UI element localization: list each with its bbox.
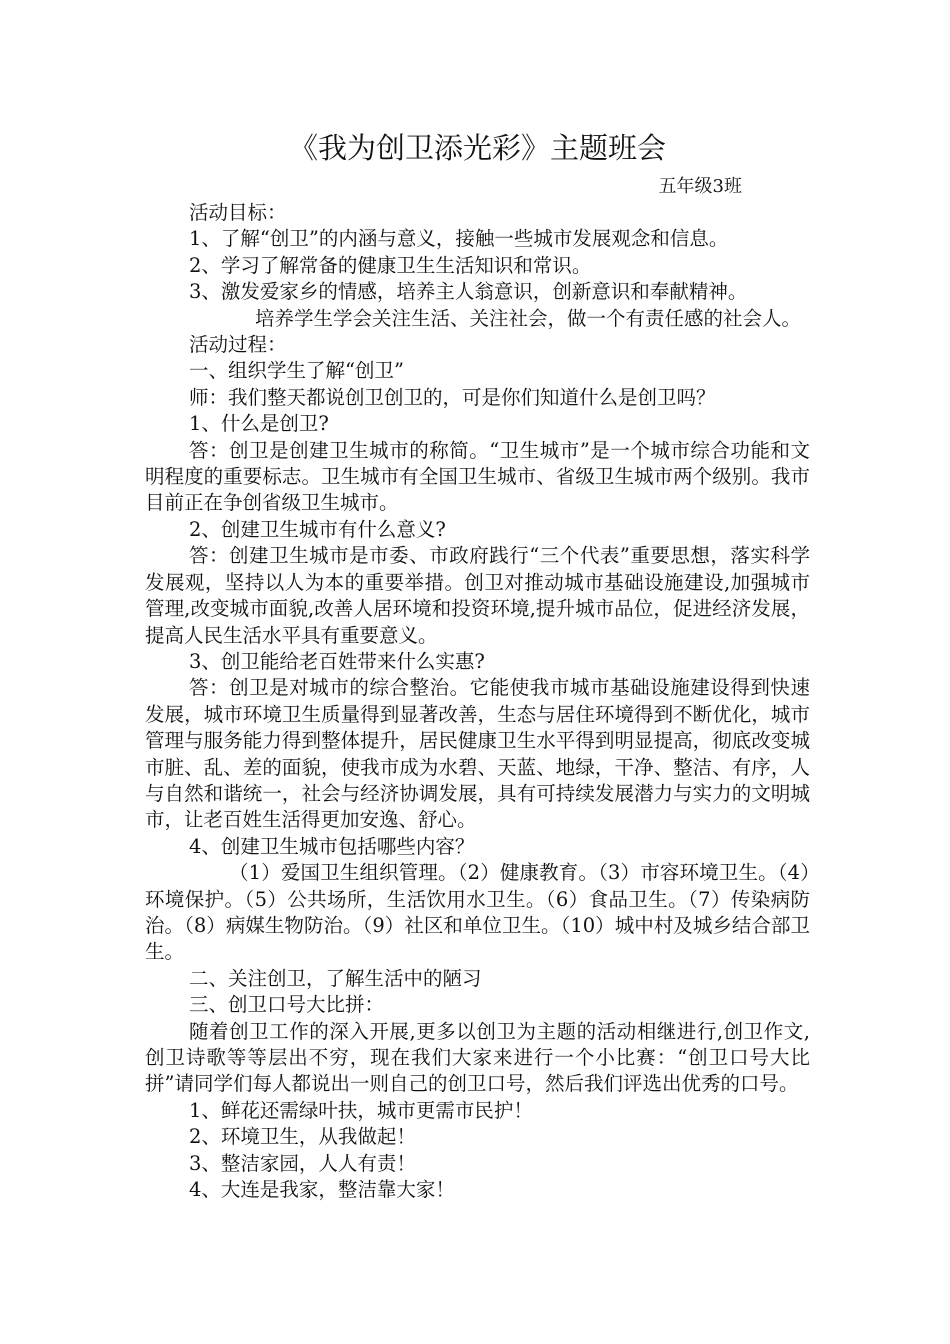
section-heading-goals: 活动目标： bbox=[189, 201, 287, 224]
answer: （1）爱国卫生组织管理。（2）健康教育。（3）市容环境卫生。（4）环境保护。（5）公共场所，生活饮用水卫生。（6）食品卫生。（7）传染病防治。（8）病媒生物防治。（9）社区和单位卫生。（10）城中村及城乡结合部卫生。 bbox=[145, 861, 810, 964]
question: 2、创建卫生城市有什么意义? bbox=[189, 517, 446, 541]
answer: 答：创建卫生城市是市委、市政府践行“三个代表”重要思想，落实科学发展观，坚持以人为本的重要举措。创卫对推动城市基础设施建设,加强城市管理,改变城市面貌,改善人居环境和投资环境,提升城市品位，促进经济发展，提高人民生活水平具有重要意义。 bbox=[145, 544, 810, 647]
slogan-item: 4、大连是我家，整洁靠大家！ bbox=[189, 1178, 455, 1202]
paragraph: 随着创卫工作的深入开展,更多以创卫为主题的活动相继进行,创卫作文,创卫诗歌等等层出不穷，现在我们大家来进行一个小比赛：“创卫口号大比拼”请同学们每人都说出一则自己的创卫口号，然后我们评选出优秀的口号。 bbox=[145, 1019, 810, 1096]
answer: 答：创卫是创建卫生城市的称简。“卫生城市”是一个城市综合功能和文明程度的重要标志。卫生城市有全国卫生城市、省级卫生城市两个级别。我市目前正在争创省级卫生城市。 bbox=[145, 438, 810, 515]
document-page bbox=[145, 128, 810, 1203]
goal-item: 2、学习了解常备的健康卫生生活知识和常识。 bbox=[189, 253, 592, 277]
process-step-heading: 一、组织学生了解“创卫” bbox=[189, 359, 404, 383]
slogan-item: 3、整洁家园，人人有责！ bbox=[189, 1151, 416, 1175]
goal-item: 培养学生学会关注生活、关注社会，做一个有责任感的社会人。 bbox=[255, 306, 802, 330]
question: 1、什么是创卫? bbox=[189, 412, 329, 436]
section-heading-process: 活动过程： bbox=[189, 333, 287, 357]
process-step-heading: 三、创卫口号大比拼： bbox=[189, 993, 385, 1017]
class-name: 五年级3班 bbox=[658, 176, 742, 197]
goal-item: 3、激发爱家乡的情感，培养主人翁意识，创新意识和奉献精神。 bbox=[189, 280, 748, 304]
answer: 答：创卫是对城市的综合整治。它能使我市城市基础设施建设得到快速发展，城市环境卫生质量得到显著改善，生态与居住环境得到不断优化，城市管理与服务能力得到整体提升，居民健康卫生水平得到明显提高，彻底改变城市脏、乱、差的面貌，使我市成为水碧、天蓝、地绿，干净、整洁、有序，人与自然和谐统一，社会与经济协调发展，具有可持续发展潜力与实力的文明城市，让老百姓生活得更加安逸、舒心。 bbox=[145, 676, 810, 832]
teacher-line: 师：我们整天都说创卫创卫的，可是你们知道什么是创卫吗？ bbox=[189, 385, 716, 409]
question: 3、创卫能给老百姓带来什么实惠? bbox=[189, 649, 485, 673]
process-step-heading: 二、关注创卫，了解生活中的陋习 bbox=[189, 966, 482, 990]
slogan-item: 2、环境卫生，从我做起！ bbox=[189, 1125, 416, 1149]
goal-item: 1、了解“创卫”的内涵与意义，接触一些城市发展观念和信息。 bbox=[189, 227, 729, 251]
slogan-item: 1、鲜花还需绿叶扶，城市更需市民护！ bbox=[189, 1098, 533, 1122]
document-title: 《我为创卫添光彩》主题班会 bbox=[288, 131, 666, 165]
question: 4、创建卫生城市包括哪些内容？ bbox=[189, 834, 475, 858]
